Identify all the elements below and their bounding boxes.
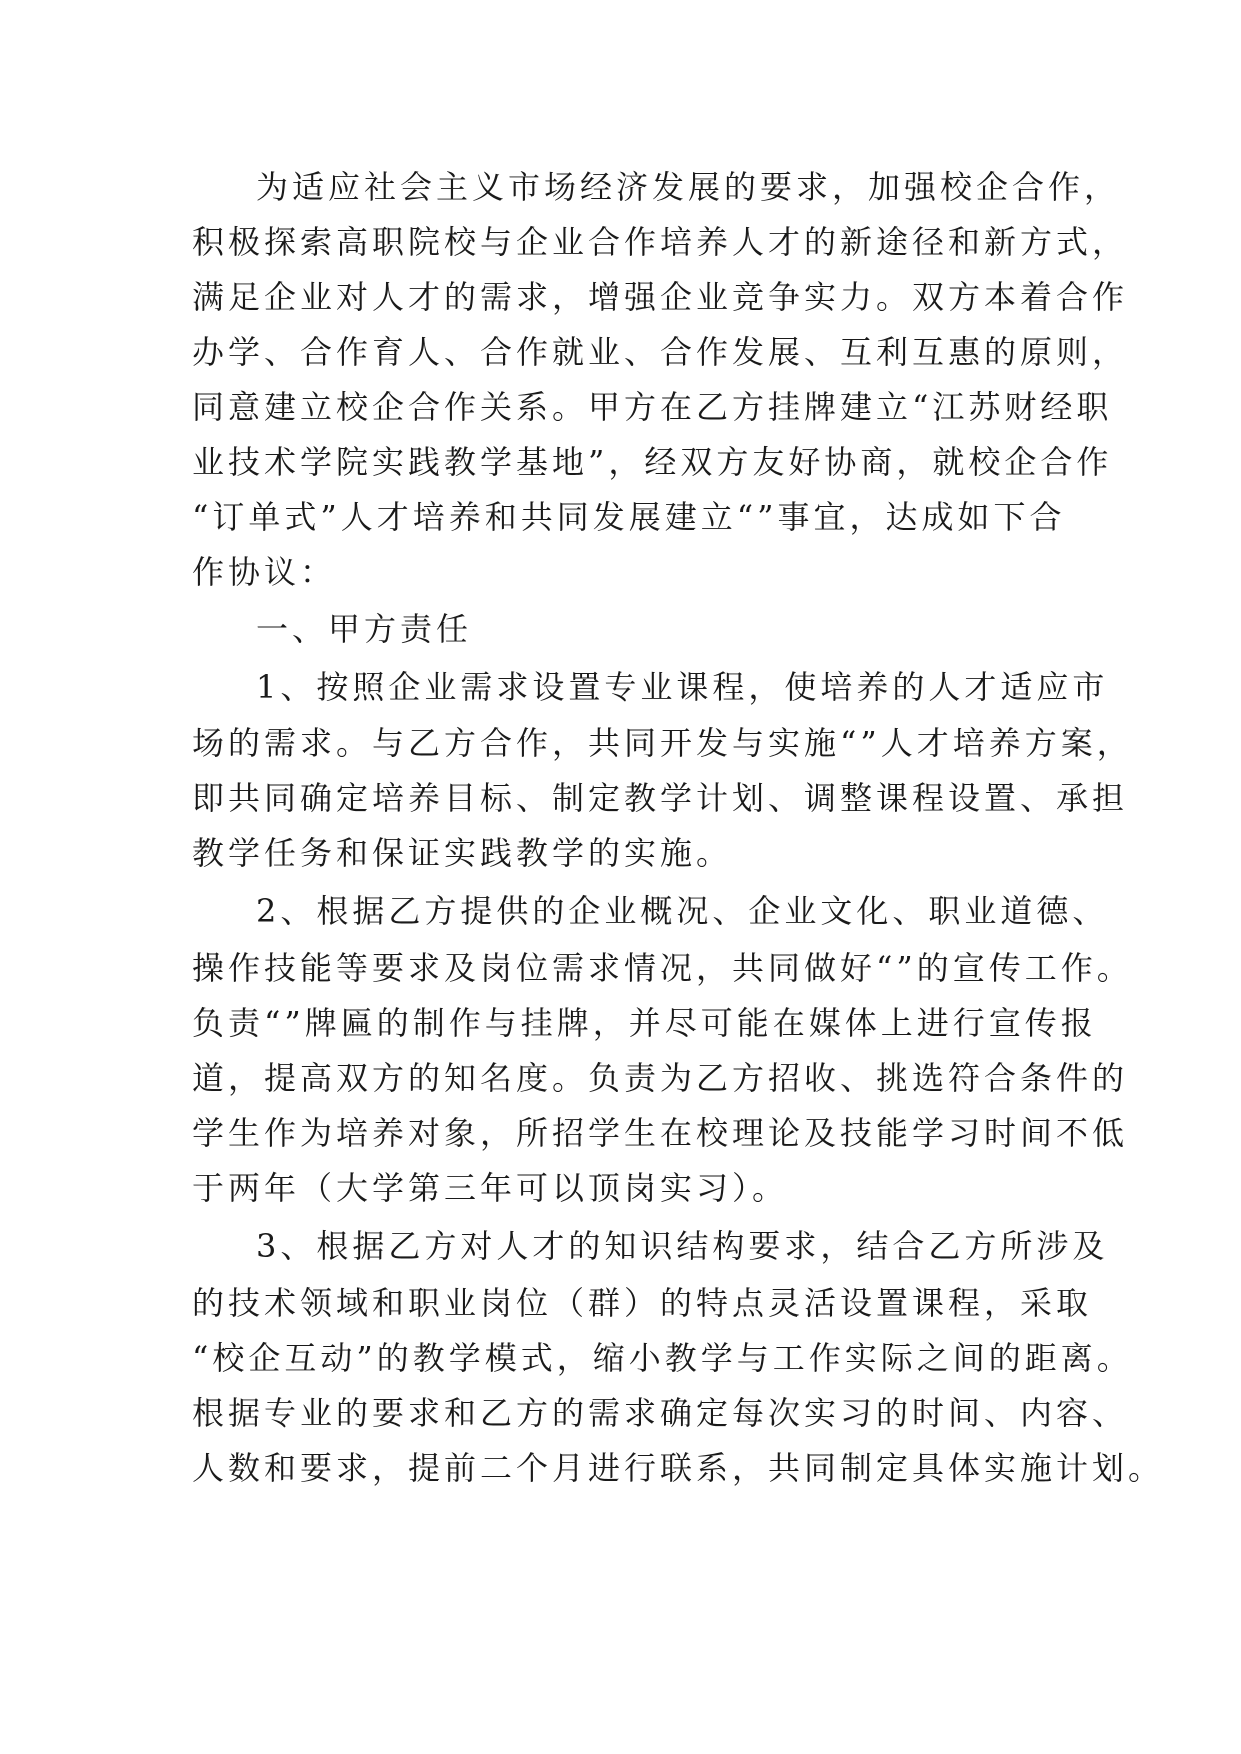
document-body <box>192 160 1165 1496</box>
paragraph-intro <box>192 160 1129 600</box>
section-heading: 一、甲方责任 <box>256 610 473 648</box>
paragraph-item-1 <box>192 658 1133 881</box>
text-line: 根据专业的要求和乙方的需求确定每次实习的时间、内容、 <box>192 1394 1129 1432</box>
text-line: 人数和要求，提前二个月进行联系，共同制定具体实施计划。 <box>192 1449 1165 1487</box>
text-line: 学生作为培养对象，所招学生在校理论及技能学习时间不低 <box>192 1114 1129 1152</box>
text-line: 负责“”牌匾的制作与挂牌，并尽可能在媒体上进行宣传报 <box>192 1004 1097 1042</box>
text-line: 即共同确定培养目标、制定教学计划、调整课程设置、承担 <box>192 779 1129 817</box>
text-line: 于两年（大学第三年可以顶岗实习）。 <box>192 1169 789 1207</box>
text-line: 办学、合作育人、合作就业、合作发展、互利互惠的原则， <box>192 333 1129 371</box>
text-line: 道，提高双方的知名度。负责为乙方招收、挑选符合条件的 <box>192 1059 1129 1097</box>
text-line: 积极探索高职院校与企业合作培养人才的新途径和新方式， <box>192 223 1129 261</box>
text-line: 作协议： <box>192 553 337 591</box>
text-line: “订单式”人才培养和共同发展建立“”事宜，达成如下合 <box>192 498 1066 536</box>
text-line: 满足企业对人才的需求，增强企业竞争实力。双方本着合作 <box>192 278 1129 316</box>
text-line: 教学任务和保证实践教学的实施。 <box>192 834 733 872</box>
text-line: 1、按照企业需求设置专业课程，使培养的人才适应市 <box>256 668 1109 706</box>
text-line: 3、根据乙方对人才的知识结构要求，结合乙方所涉及 <box>256 1227 1109 1265</box>
text-line: 业技术学院实践教学基地”，经双方友好协商，就校企合作 <box>192 443 1113 481</box>
text-line: “校企互动”的教学模式，缩小教学与工作实际之间的距离。 <box>192 1339 1133 1377</box>
text-line: 2、根据乙方提供的企业概况、企业文化、职业道德、 <box>256 892 1109 930</box>
text-line: 场的需求。与乙方合作，共同开发与实施“”人才培养方案， <box>192 724 1133 762</box>
paragraph-item-2 <box>192 881 1133 1216</box>
section-heading-party-a <box>192 600 1064 658</box>
text-line: 为适应社会主义市场经济发展的要求，加强校企合作， <box>256 168 1121 206</box>
text-line: 操作技能等要求及岗位需求情况，共同做好“”的宣传工作。 <box>192 949 1133 987</box>
paragraph-item-3 <box>192 1216 1165 1496</box>
text-line: 的技术领域和职业岗位（群）的特点灵活设置课程，采取 <box>192 1284 1093 1322</box>
text-line: 同意建立校企合作关系。甲方在乙方挂牌建立“江苏财经职 <box>192 388 1113 426</box>
